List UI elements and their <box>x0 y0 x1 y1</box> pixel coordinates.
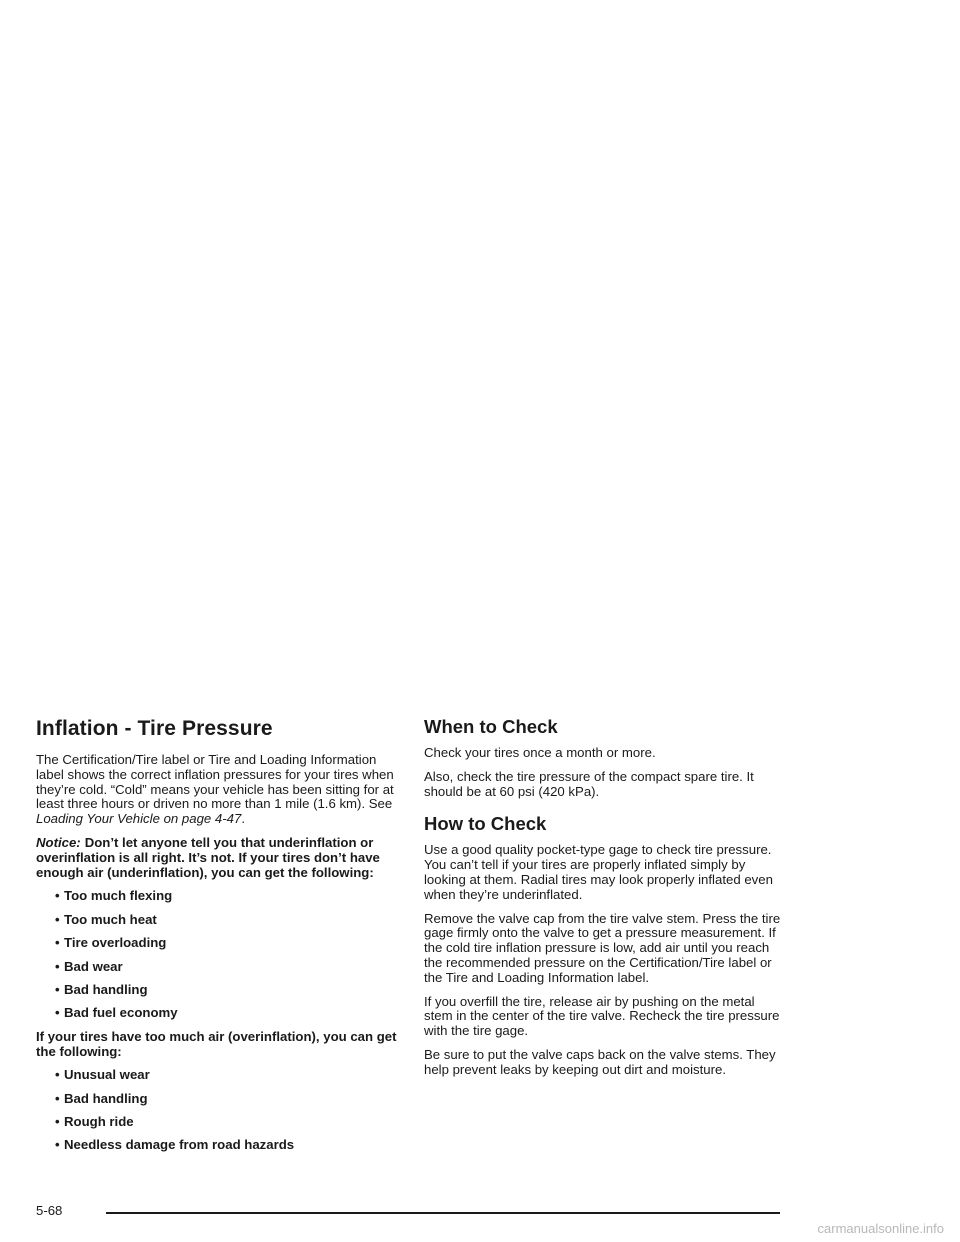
watermark: carmanualsonline.info <box>817 1221 944 1236</box>
bullet-icon: • <box>55 1090 60 1106</box>
list-item: • Bad handling <box>55 1090 148 1106</box>
list-item: • Unusual wear <box>55 1067 150 1083</box>
bullet-icon: • <box>55 935 60 951</box>
intro-paragraph <box>36 753 398 827</box>
how-paragraph-2: Remove the valve cap from the tire valve stem. Press the tire gage firmly onto the valve to get a pressure measurement. If the cold tire inflation pressure is low, add air until you reach the recommended pressure on the Certification/Tire label or the Tire and Loading Information label. <box>424 910 781 985</box>
notice-paragraph <box>36 836 398 880</box>
how-paragraph-4: Be sure to put the valve caps back on the valve stems. They help prevent leaks by keeping out dirt and moisture. <box>424 1046 776 1077</box>
how-paragraph-3: If you overfill the tire, release air by pushing on the metal stem in the center of the tire valve. Recheck the tire pressure with the tire gage. <box>424 993 780 1039</box>
bullet-icon: • <box>55 958 60 974</box>
list-item: • Bad handling <box>55 981 148 997</box>
list-item: • Bad wear <box>55 958 123 974</box>
overinflation-paragraph: If your tires have too much air (overinflation), you can get the following: <box>36 1028 397 1059</box>
how-paragraph-1: Use a good quality pocket-type gage to check tire pressure. You can’t tell if your tires are properly inflated simply by looking at them. Radial tires may look properly inflated even when they’re underinflated. <box>424 842 773 902</box>
notice-label: Notice: <box>36 834 81 850</box>
bullet-icon: • <box>55 888 60 904</box>
overinflation-list <box>36 1068 398 1153</box>
when-paragraph-1: Check your tires once a month or more. <box>424 745 656 760</box>
intro-end: . <box>241 811 245 827</box>
notice-text: Don’t let anyone tell you that underinflation or overinflation is all right. It’s not. If your tires don’t have enough air (underinflation), you can get the following: <box>36 834 380 880</box>
left-column <box>36 716 398 1162</box>
right-column <box>424 716 784 1087</box>
section-title-when-to-check: When to Check <box>424 716 558 737</box>
bullet-icon: • <box>55 911 60 927</box>
intro-cross-reference-link[interactable]: Loading Your Vehicle on page 4-47 <box>36 811 242 827</box>
bullet-icon: • <box>55 1067 60 1083</box>
list-item: • Too much heat <box>55 911 157 927</box>
list-item: • Too much flexing <box>55 888 173 904</box>
bullet-icon: • <box>55 1114 60 1130</box>
underinflation-list <box>36 889 398 1021</box>
bullet-icon: • <box>55 981 60 997</box>
bullet-icon: • <box>55 1005 60 1021</box>
section-title-inflation: Inflation - Tire Pressure <box>36 717 273 740</box>
footer-divider <box>106 1212 780 1214</box>
list-item: • Rough ride <box>55 1114 134 1130</box>
when-paragraph-2: Also, check the tire pressure of the compact spare tire. It should be at 60 psi (420 kPa). <box>424 768 754 799</box>
page-number: 5-68 <box>36 1203 63 1218</box>
list-item: • Bad fuel economy <box>55 1005 178 1021</box>
section-title-how-to-check: How to Check <box>424 813 547 835</box>
list-item: • Needless damage from road hazards <box>55 1137 295 1153</box>
bullet-icon: • <box>55 1137 60 1153</box>
list-item: • Tire overloading <box>55 935 167 951</box>
intro-text: The Certification/Tire label or Tire and Loading Information label shows the correct inflation pressures for your tires when they’re cold. “Cold” means your vehicle has been sitting for at least three hours or driven no more than 1 mile (1.6 km). See <box>36 752 394 812</box>
